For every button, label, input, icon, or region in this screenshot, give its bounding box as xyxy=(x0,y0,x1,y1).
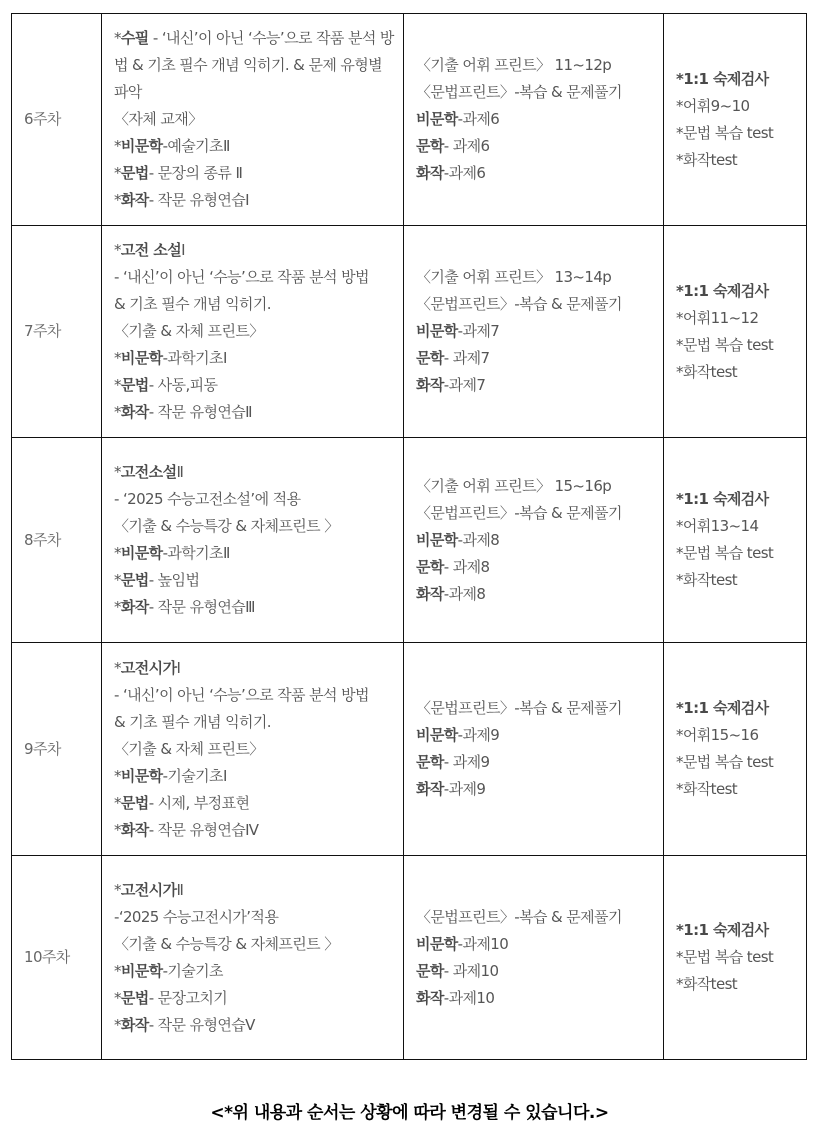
table-row xyxy=(12,856,807,1060)
line-text: & 기초 필수 개념 익히기. xyxy=(114,295,271,313)
bullet-asterisk: * xyxy=(114,598,121,616)
topic-line xyxy=(114,931,395,958)
subject-label: 비문학 xyxy=(120,544,163,562)
line-text: - 문장고치기 xyxy=(148,988,228,1007)
line-text: *문법 복습 test xyxy=(676,753,774,771)
line-text: - 사동,피동 xyxy=(148,376,218,394)
subject-label: *1:1 숙제검사 xyxy=(676,699,769,717)
check-line xyxy=(676,120,800,147)
homework-line xyxy=(416,160,655,187)
bullet-asterisk: * xyxy=(114,544,121,562)
topic-line xyxy=(114,682,395,709)
homework-cell xyxy=(404,14,664,226)
line-text: *어휘13~14 xyxy=(676,517,759,535)
week-cell xyxy=(12,14,102,226)
bullet-asterisk: * xyxy=(114,376,121,394)
week-cell xyxy=(12,856,102,1060)
check-line xyxy=(676,513,800,540)
homework-line xyxy=(416,527,655,554)
check-line xyxy=(676,93,800,120)
line-text: *화작test xyxy=(676,362,738,381)
line-text: *화작test xyxy=(676,780,738,798)
subject-label: 비문학 xyxy=(120,766,163,785)
bullet-asterisk: * xyxy=(114,961,121,980)
subject-label: *1:1 숙제검사 xyxy=(676,490,769,508)
check-line xyxy=(676,944,800,971)
week-cell xyxy=(12,643,102,856)
topic-line xyxy=(114,264,395,291)
subject-label: *1:1 숙제검사 xyxy=(676,69,769,88)
line-text: *문법 복습 test xyxy=(676,948,774,966)
line-text: - 과제8 xyxy=(443,557,490,576)
topic-line xyxy=(114,877,395,904)
topic-cell xyxy=(102,438,404,643)
topic-line xyxy=(114,372,395,399)
line-text: - ‘내신’이 아닌 ‘수능’으로 작품 분석 방법 & 기초 필수 개념 익히기. & 문제 유형별 파악 xyxy=(114,29,394,101)
topic-line xyxy=(114,513,395,540)
line-text: - 문장의 종류 Ⅱ xyxy=(148,164,243,182)
subject-label: 고전시가 xyxy=(120,658,177,677)
bullet-asterisk: * xyxy=(114,191,121,209)
topic-line xyxy=(114,133,395,160)
week-label: 8주차 xyxy=(24,530,61,549)
line-text: - 과제9 xyxy=(443,753,490,771)
line-text: *화작test xyxy=(676,975,738,993)
bullet-asterisk: * xyxy=(114,820,121,839)
subject-label: *1:1 숙제검사 xyxy=(676,921,769,939)
line-text: - 작문 유형연습Ⅰ xyxy=(148,191,250,209)
homework-line xyxy=(416,581,655,608)
homework-line xyxy=(416,106,655,133)
topic-line xyxy=(114,459,395,486)
week-label: 10주차 xyxy=(24,948,70,966)
line-text: -과학기초Ⅱ xyxy=(162,544,230,562)
homework-line xyxy=(416,500,655,527)
line-text: - 작문 유형연습Ⅴ xyxy=(148,1015,255,1034)
line-text: -과제10 xyxy=(457,934,509,953)
subject-label: 화작 xyxy=(120,403,149,421)
check-line xyxy=(676,722,800,749)
line-text: 〈문법프린트〉-복습 & 문제풀기 xyxy=(416,83,622,101)
line-text: -‘2025 수능고전시가’적용 xyxy=(114,907,279,926)
check-line xyxy=(676,147,800,174)
line-text: 〈문법프린트〉-복습 & 문제풀기 xyxy=(416,699,622,717)
weekly-schedule-table xyxy=(11,13,807,1060)
subject-label: 화작 xyxy=(120,191,149,209)
homework-cell xyxy=(404,438,664,643)
line-text: 〈문법프린트〉-복습 & 문제풀기 xyxy=(416,907,622,926)
check-line xyxy=(676,486,800,513)
line-text: - 과제6 xyxy=(443,137,490,155)
line-text: - 작문 유형연습Ⅳ xyxy=(148,820,259,839)
line-text: - ‘2025 수능고전소설’에 적용 xyxy=(114,490,301,508)
bullet-asterisk: * xyxy=(114,403,121,421)
homework-line xyxy=(416,291,655,318)
bullet-asterisk: * xyxy=(114,988,121,1007)
homework-line xyxy=(416,931,655,958)
subject-label: 문학 xyxy=(416,961,444,980)
line-text: 〈기출 & 자체 프린트〉 xyxy=(114,322,264,340)
check-line xyxy=(676,305,800,332)
topic-cell xyxy=(102,856,404,1060)
line-text: *어휘11~12 xyxy=(676,308,759,327)
homework-cell xyxy=(404,226,664,438)
subject-label: 비문학 xyxy=(120,137,163,155)
line-text: -기술기초 xyxy=(162,961,223,980)
line-text: 〈기출 & 수능특강 & 자체프린트 〉 xyxy=(114,517,339,535)
line-text: - 높임법 xyxy=(148,571,200,589)
line-text: 〈문법프린트〉-복습 & 문제풀기 xyxy=(416,295,622,313)
subject-label: 문법 xyxy=(120,988,149,1007)
subject-label: 화작 xyxy=(416,584,444,603)
homework-line xyxy=(416,985,655,1012)
line-text: -과제10 xyxy=(443,988,495,1007)
line-text: *문법 복습 test xyxy=(676,544,774,562)
topic-line xyxy=(114,790,395,817)
bullet-asterisk: * xyxy=(114,164,121,182)
check-line xyxy=(676,917,800,944)
bullet-asterisk: * xyxy=(114,766,121,785)
homework-line xyxy=(416,133,655,160)
line-text: -예술기초Ⅱ xyxy=(162,137,230,155)
line-text: -과제8 xyxy=(457,530,500,549)
line-text: -과제9 xyxy=(457,726,500,744)
week-label: 6주차 xyxy=(24,110,61,128)
homework-line xyxy=(416,318,655,345)
subject-label: *1:1 숙제검사 xyxy=(676,281,769,300)
week-cell xyxy=(12,226,102,438)
bullet-asterisk: * xyxy=(114,137,121,155)
subject-label: 비문학 xyxy=(416,322,458,340)
line-text: Ⅰ xyxy=(176,658,181,677)
topic-line xyxy=(114,486,395,513)
check-line xyxy=(676,567,800,594)
table-row xyxy=(12,14,807,226)
week-label: 7주차 xyxy=(24,322,61,340)
subject-label: 수필 xyxy=(120,29,149,47)
topic-line xyxy=(114,904,395,931)
check-line xyxy=(676,359,800,386)
subject-label: 문법 xyxy=(120,571,149,589)
change-notice: <*위 내용과 순서는 상황에 따라 변경될 수 있습니다.> xyxy=(210,1103,609,1123)
check-cell xyxy=(664,226,807,438)
subject-label: 비문학 xyxy=(416,726,458,744)
homework-line xyxy=(416,722,655,749)
line-text: *화작test xyxy=(676,571,738,589)
homework-line xyxy=(416,264,655,291)
homework-cell xyxy=(404,643,664,856)
homework-line xyxy=(416,554,655,581)
topic-line xyxy=(114,958,395,985)
subject-label: 화작 xyxy=(120,598,149,616)
subject-label: 비문학 xyxy=(416,934,458,953)
topic-line xyxy=(114,187,395,214)
topic-line xyxy=(114,567,395,594)
topic-line xyxy=(114,399,395,426)
subject-label: 문학 xyxy=(416,137,444,155)
homework-line xyxy=(416,695,655,722)
line-text: - 작문 유형연습Ⅱ xyxy=(148,403,252,421)
subject-label: 문학 xyxy=(416,557,444,576)
homework-cell xyxy=(404,856,664,1060)
topic-line xyxy=(114,106,395,133)
topic-cell xyxy=(102,14,404,226)
topic-line xyxy=(114,540,395,567)
line-text: -과학기초Ⅰ xyxy=(162,349,227,367)
subject-label: 고전시가 xyxy=(120,880,177,899)
line-text: -과제9 xyxy=(443,780,486,798)
line-text: Ⅱ xyxy=(176,880,184,899)
subject-label: 화작 xyxy=(120,820,149,839)
subject-label: 비문학 xyxy=(416,110,458,128)
line-text: - ‘내신’이 아닌 ‘수능’으로 작품 분석 방법 xyxy=(114,685,369,704)
homework-line xyxy=(416,904,655,931)
check-line xyxy=(676,776,800,803)
line-text: *문법 복습 test xyxy=(676,335,774,354)
subject-label: 문법 xyxy=(120,793,149,812)
subject-label: 비문학 xyxy=(120,961,163,980)
subject-label: 비문학 xyxy=(416,530,458,549)
homework-line xyxy=(416,958,655,985)
homework-line xyxy=(416,776,655,803)
topic-line xyxy=(114,594,395,621)
topic-cell xyxy=(102,226,404,438)
homework-line xyxy=(416,79,655,106)
line-text: *문법 복습 test xyxy=(676,123,774,142)
check-line xyxy=(676,695,800,722)
subject-label: 화작 xyxy=(416,780,444,798)
check-cell xyxy=(664,14,807,226)
check-line xyxy=(676,332,800,359)
homework-line xyxy=(416,372,655,399)
week-label: 9주차 xyxy=(24,739,61,758)
subject-label: 문법 xyxy=(120,164,149,182)
check-line xyxy=(676,540,800,567)
bullet-asterisk: * xyxy=(114,571,121,589)
homework-line xyxy=(416,52,655,79)
check-cell xyxy=(664,856,807,1060)
line-text: -과제7 xyxy=(443,376,486,394)
line-text: -과제7 xyxy=(457,322,500,340)
subject-label: 화작 xyxy=(416,988,444,1007)
subject-label: 화작 xyxy=(120,1015,149,1034)
topic-cell xyxy=(102,643,404,856)
check-line xyxy=(676,66,800,93)
line-text: & 기초 필수 개념 익히기. xyxy=(114,712,271,731)
subject-label: 화작 xyxy=(416,376,444,394)
line-text: - 시제, 부정표현 xyxy=(148,793,250,812)
line-text: 〈기출 어휘 프린트〉 13~14p xyxy=(416,268,612,286)
bullet-asterisk: * xyxy=(114,29,121,47)
topic-line xyxy=(114,291,395,318)
topic-line xyxy=(114,655,395,682)
bullet-asterisk: * xyxy=(114,1015,121,1034)
topic-line xyxy=(114,736,395,763)
line-text: - 과제7 xyxy=(443,349,490,367)
topic-line xyxy=(114,763,395,790)
line-text: 〈기출 & 수능특강 & 자체프린트 〉 xyxy=(114,934,339,953)
line-text: -기술기초Ⅰ xyxy=(162,766,227,785)
line-text: *화작test xyxy=(676,150,738,169)
table-row xyxy=(12,226,807,438)
table-row xyxy=(12,438,807,643)
bullet-asterisk: * xyxy=(114,793,121,812)
check-line xyxy=(676,749,800,776)
check-line xyxy=(676,278,800,305)
line-text: 〈자체 교재〉 xyxy=(114,110,203,128)
line-text: Ⅰ xyxy=(181,241,185,259)
line-text: *어휘9~10 xyxy=(676,96,750,115)
bullet-asterisk: * xyxy=(114,241,121,259)
line-text: - 과제10 xyxy=(443,961,499,980)
check-cell xyxy=(664,643,807,856)
bullet-asterisk: * xyxy=(114,463,121,481)
schedule-body xyxy=(12,14,807,1060)
subject-label: 화작 xyxy=(416,164,444,182)
bullet-asterisk: * xyxy=(114,349,121,367)
topic-line xyxy=(114,345,395,372)
topic-line xyxy=(114,25,395,106)
check-line xyxy=(676,971,800,998)
topic-line xyxy=(114,709,395,736)
subject-label: 문학 xyxy=(416,753,444,771)
homework-line xyxy=(416,473,655,500)
subject-label: 고전소설 xyxy=(120,463,177,481)
topic-line xyxy=(114,985,395,1012)
line-text: - ‘내신’이 아닌 ‘수능’으로 작품 분석 방법 xyxy=(114,268,369,286)
line-text: Ⅱ xyxy=(176,463,184,481)
line-text: 〈기출 어휘 프린트〉 11~12p xyxy=(416,56,612,74)
table-row xyxy=(12,643,807,856)
topic-line xyxy=(114,817,395,844)
bullet-asterisk: * xyxy=(114,880,121,899)
line-text: -과제6 xyxy=(457,110,500,128)
homework-line xyxy=(416,345,655,372)
topic-line xyxy=(114,318,395,345)
line-text: 〈기출 & 자체 프린트〉 xyxy=(114,739,264,758)
homework-line xyxy=(416,749,655,776)
line-text: 〈기출 어휘 프린트〉 15~16p xyxy=(416,476,612,495)
line-text: -과제8 xyxy=(443,584,486,603)
topic-line xyxy=(114,160,395,187)
subject-label: 문법 xyxy=(120,376,149,394)
line-text: 〈문법프린트〉-복습 & 문제풀기 xyxy=(416,503,622,522)
week-cell xyxy=(12,438,102,643)
line-text: - 작문 유형연습Ⅲ xyxy=(148,598,255,616)
subject-label: 비문학 xyxy=(120,349,163,367)
subject-label: 고전 소설 xyxy=(120,241,182,259)
topic-line xyxy=(114,1012,395,1039)
check-cell xyxy=(664,438,807,643)
subject-label: 문학 xyxy=(416,349,444,367)
line-text: *어휘15~16 xyxy=(676,726,759,744)
topic-line xyxy=(114,237,395,264)
line-text: -과제6 xyxy=(443,164,486,182)
bullet-asterisk: * xyxy=(114,658,121,677)
